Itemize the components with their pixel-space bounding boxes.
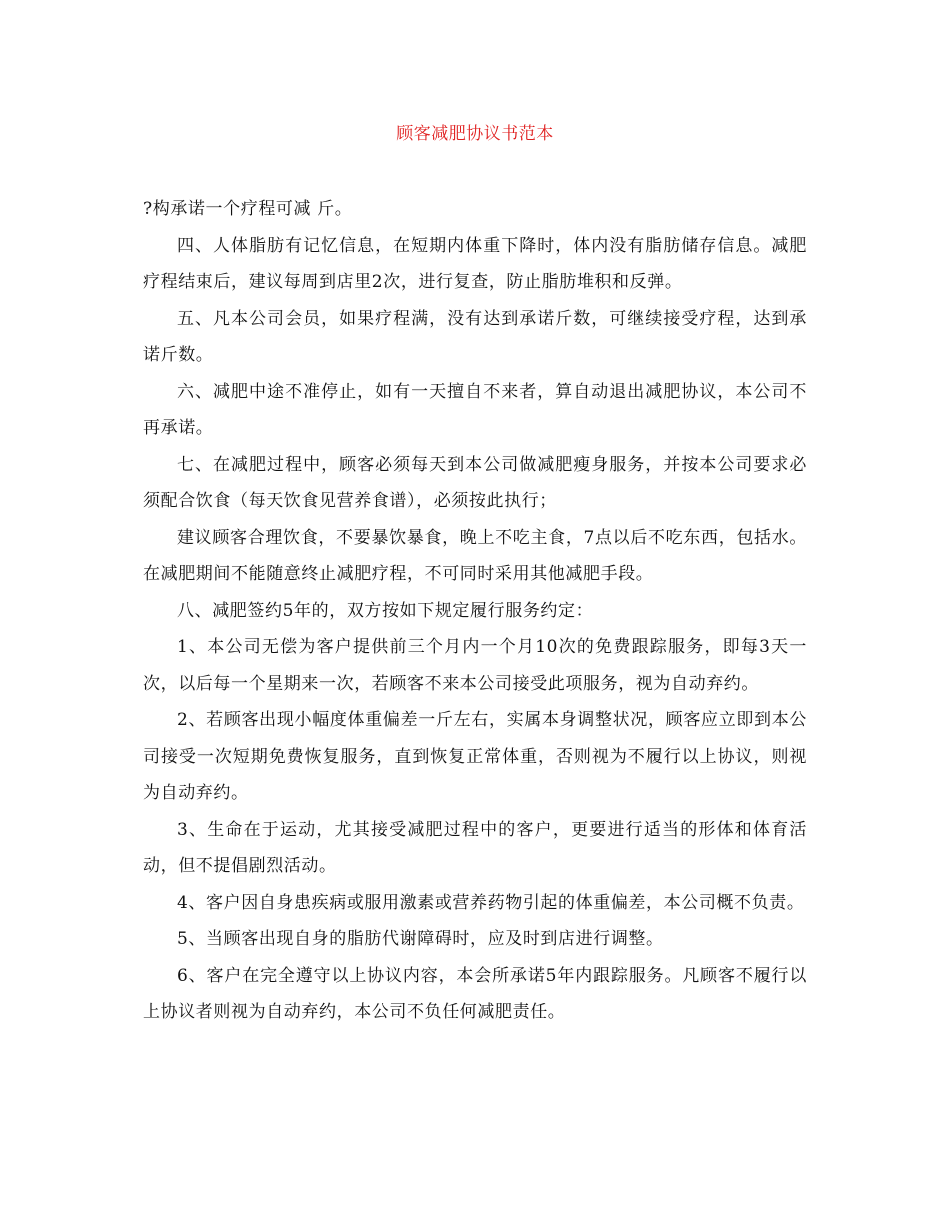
paragraph-clause-8: 八、减肥签约5年的，双方按如下规定履行服务约定： [177,600,594,621]
paragraph-item-1: 1、本公司无偿为客户提供前三个月内一个月10次的免费跟踪服务，即每3天一次，以后每一个星期来一次，若顾客不来本公司接受此项服务，视为自动弃约。 [143,637,807,694]
paragraph-clause-7: 七、在减肥过程中，顾客必须每天到本公司做减肥瘦身服务，并按本公司要求必须配合饮食（每天饮食见营养食谱），必须按此执行； [143,454,807,511]
paragraph-item-4: 4、客户因自身患疾病或服用激素或营养药物引起的体重偏差，本公司概不负责。 [177,892,805,913]
paragraph-continuation: ?构承诺一个疗程可减 斤。 [143,199,353,219]
paragraph-item-5: 5、当顾客出现自身的脂肪代谢障碍时，应及时到店进行调整。 [177,929,664,949]
paragraph-item-2: 2、若顾客出现小幅度体重偏差一斤左右，实属本身调整状况，顾客应立即到本公司接受一次短期免费恢复服务，直到恢复正常体重，否则视为不履行以上协议，则视为自动弃约。 [143,710,807,803]
paragraph-clause-6: 六、减肥中途不准停止，如有一天擅自不来者，算自动退出减肥协议，本公司不再承诺。 [143,381,807,438]
paragraph-diet-advice: 建议顾客合理饮食，不要暴饮暴食，晚上不吃主食，7点以后不吃东西，包括水。在减肥期间不能随意终止减肥疗程，不可同时采用其他减肥手段。 [143,527,807,584]
document-body [143,191,807,1031]
paragraph-clause-4: 四、人体脂肪有记忆信息，在短期内体重下降时，体内没有脂肪储存信息。减肥疗程结束后，建议每周到店里2次，进行复查，防止脂肪堆积和反弹。 [143,235,807,292]
paragraph-item-3: 3、生命在于运动，尤其接受减肥过程中的客户，更要进行适当的形体和体育活动，但不提倡剧烈活动。 [143,819,807,876]
document-title: 顾客减肥协议书范本 [396,124,554,144]
paragraph-item-6: 6、客户在完全遵守以上协议内容，本会所承诺5年内跟踪服务。凡顾客不履行以上协议者则视为自动弃约，本公司不负任何减肥责任。 [143,965,807,1022]
paragraph-clause-5: 五、凡本公司会员，如果疗程满，没有达到承诺斤数，可继续接受疗程，达到承诺斤数。 [143,308,807,365]
